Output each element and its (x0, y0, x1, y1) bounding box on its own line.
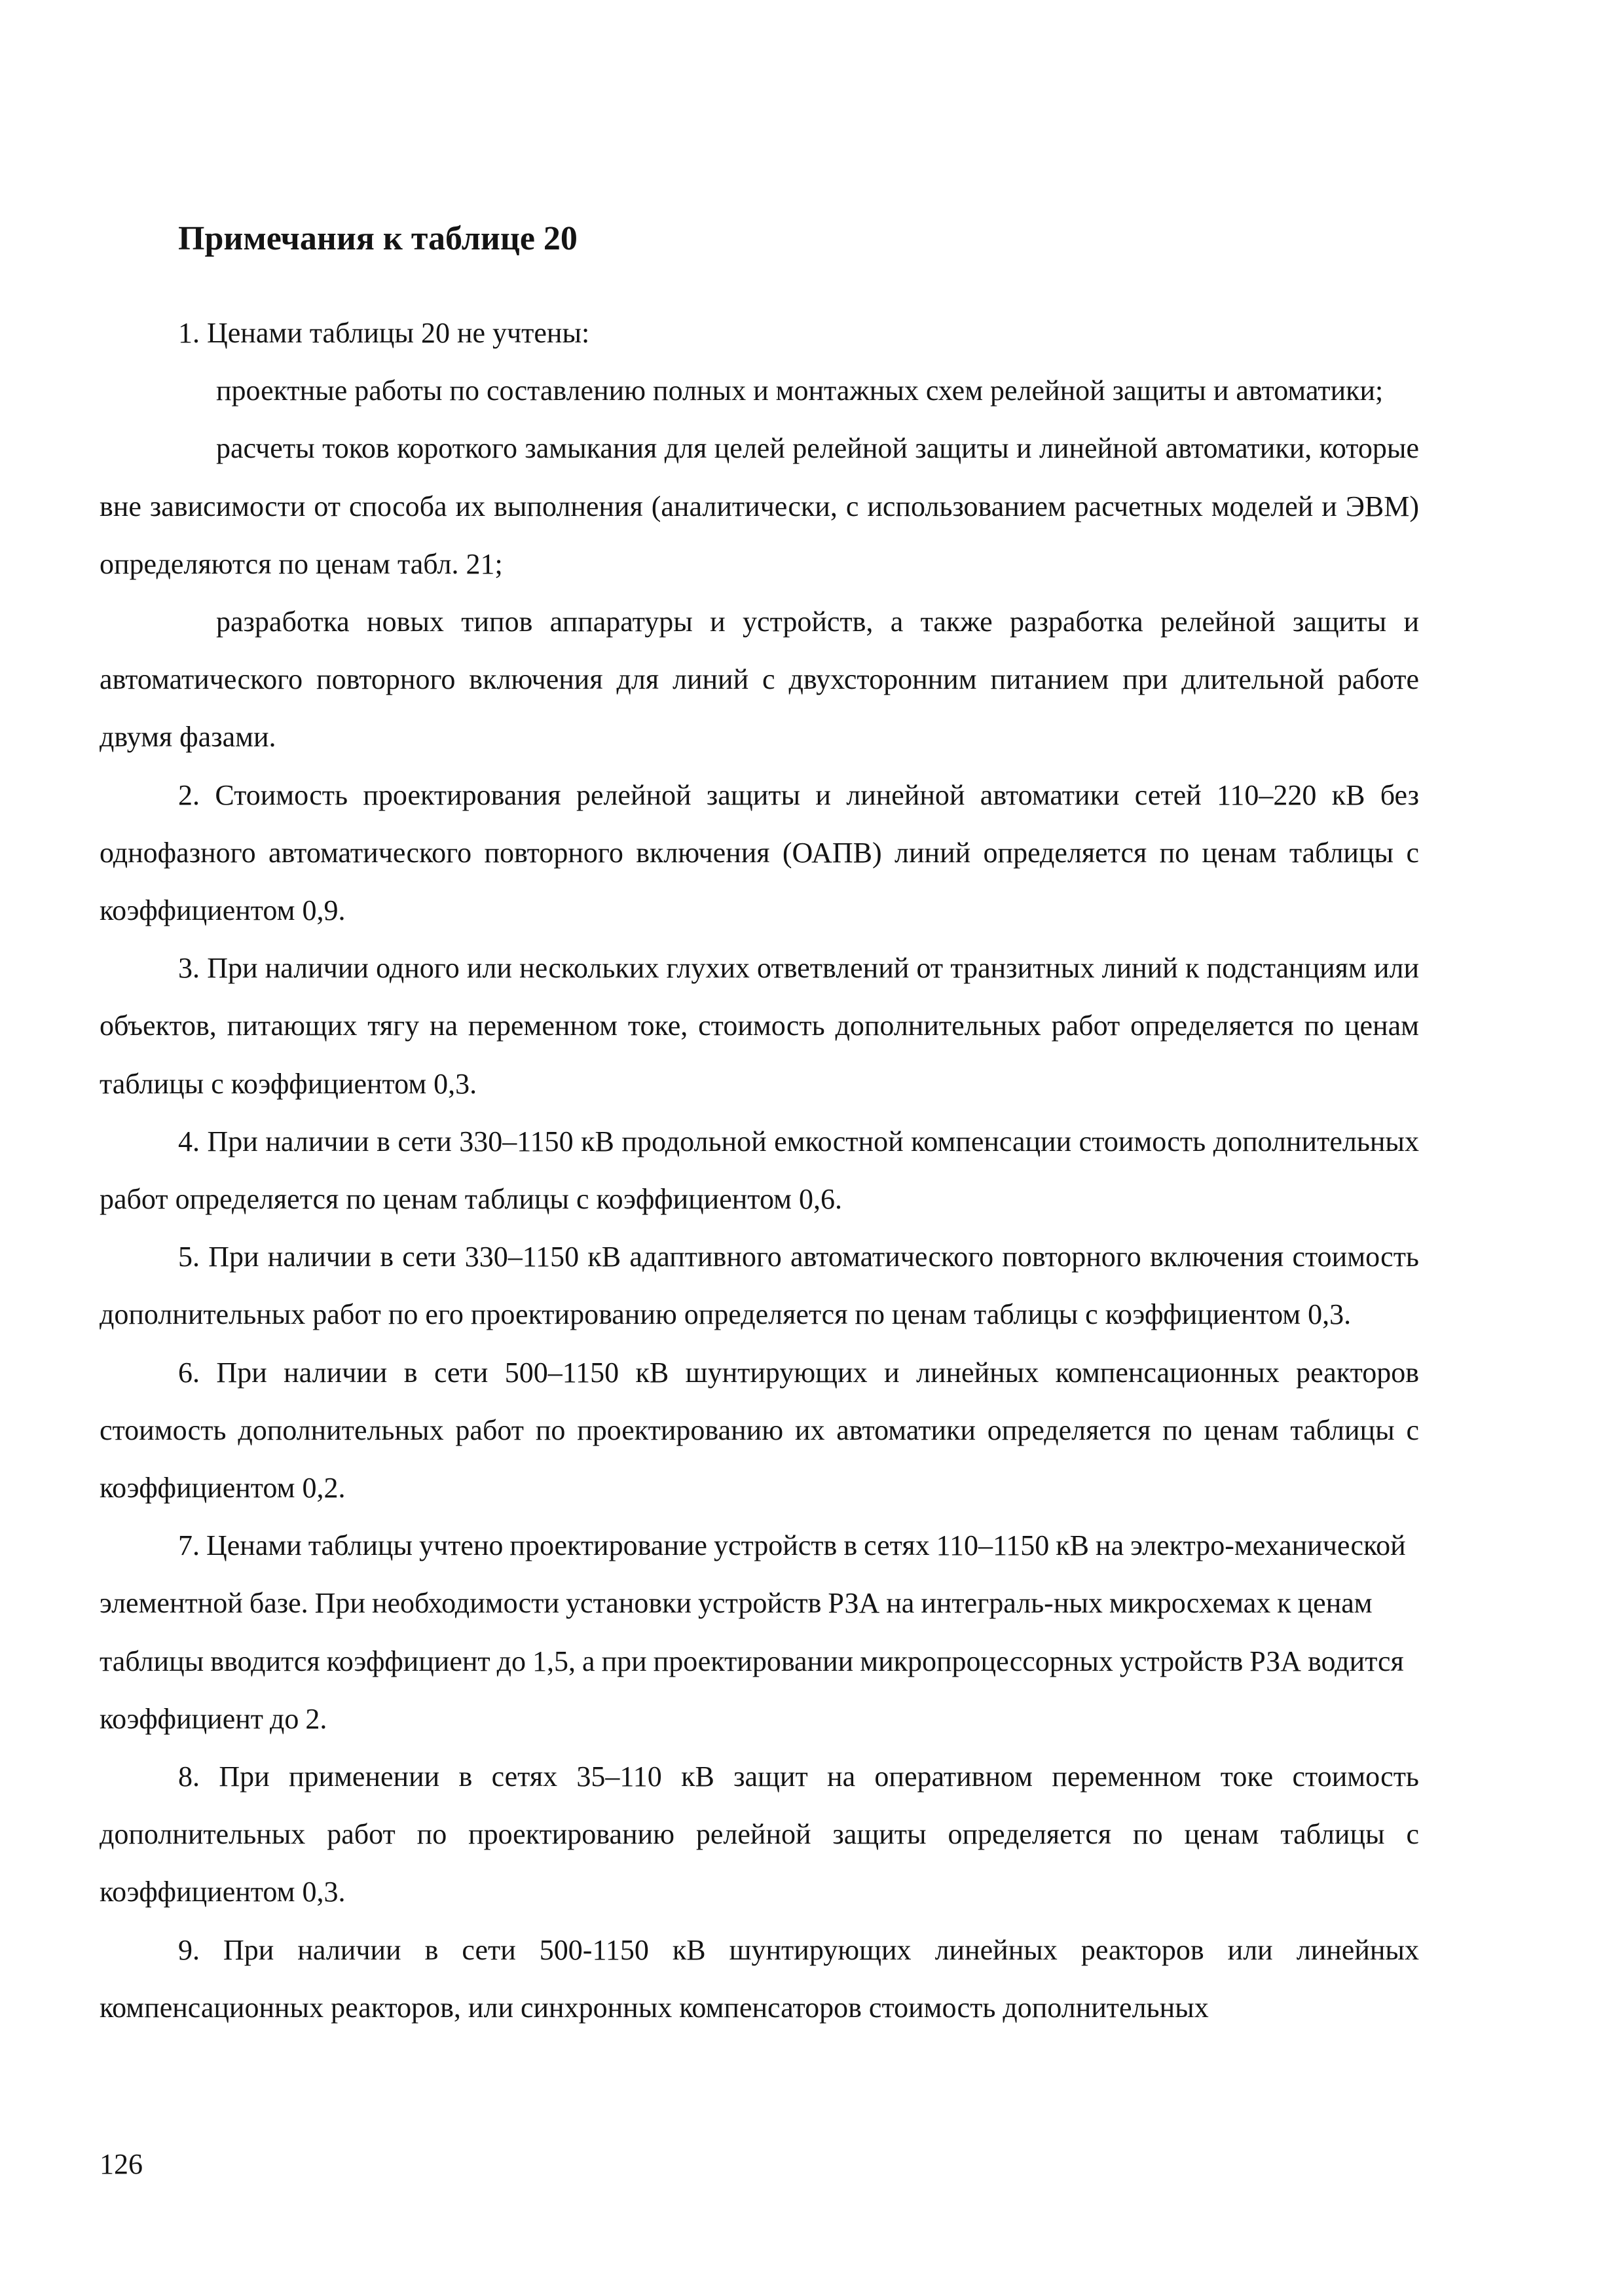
note-5: 5. При наличии в сети 330–1150 кВ адаптивного автоматического повторного включения стоимость дополнительных работ по его проектированию определяется по ценам таблицы с коэффициентом 0,3. (100, 1241, 1419, 1331)
note-9: 9. При наличии в сети 500-1150 кВ шунтирующих линейных реакторов или линейных компенсационных реакторов, или синхронных компенсаторов стоимость дополнительных (100, 1933, 1419, 2024)
note-4: 4. При наличии в сети 330–1150 кВ продольной емкостной компенсации стоимость дополнительных работ определяется по ценам таблицы с коэффициентом 0,6. (100, 1125, 1419, 1216)
note-1-item-short-circuit-calc: расчеты токов короткого замыкания для целей релейной защиты и линейной автоматики, которые вне зависимости от способа их выполнения (аналитически, с использованием расчетных моделей и ЭВМ) определяются по ценам табл. 21; (100, 432, 1419, 580)
note-1-item-new-equipment: разработка новых типов аппаратуры и устройств, а также разработка релейной защиты и автоматического повторного включения для линий с двухсторонним питанием при длительной работе двумя фазами. (100, 606, 1419, 754)
notes-body (100, 304, 1419, 2037)
notes-heading: Примечания к таблице 20 (178, 220, 578, 257)
note-1-intro: 1. Ценами таблицы 20 не учтены: (178, 317, 590, 349)
note-2: 2. Стоимость проектирования релейной защиты и линейной автоматики сетей 110–220 кВ без однофазного автоматического повторного включения (ОАПВ) линий определяется по ценам таблицы с коэффициентом 0,9. (100, 778, 1419, 927)
note-7: 7. Ценами таблицы учтено проектирование устройств в сетях 110–1150 кВ на электро-механической элементной базе. При необходимости установки устройств РЗА на интеграль-ных микросхемах к ценам таблицы вводится коэффициент до 1,5, а при проектировании микропроцессорных устройств РЗА водится коэффициент до 2. (100, 1529, 1406, 1735)
note-8: 8. При применении в сетях 35–110 кВ защит на оперативном переменном токе стоимость дополнительных работ по проектированию релейной защиты определяется по ценам таблицы с коэффициентом 0,3. (100, 1760, 1419, 1908)
note-6: 6. При наличии в сети 500–1150 кВ шунтирующих и линейных компенсационных реакторов стоимость дополнительных работ по проектированию их автоматики определяется по ценам таблицы с коэффициентом 0,2. (100, 1356, 1419, 1504)
page-number: 126 (100, 2148, 143, 2180)
note-1-item-design-works: проектные работы по составлению полных и монтажных схем релейной защиты и автоматики; (216, 374, 1384, 407)
note-3: 3. При наличии одного или нескольких глухих ответвлений от транзитных линий к подстанциям или объектов, питающих тягу на переменном токе, стоимость дополнительных работ определяется по ценам таблицы с коэффициентом 0,3. (100, 952, 1419, 1100)
